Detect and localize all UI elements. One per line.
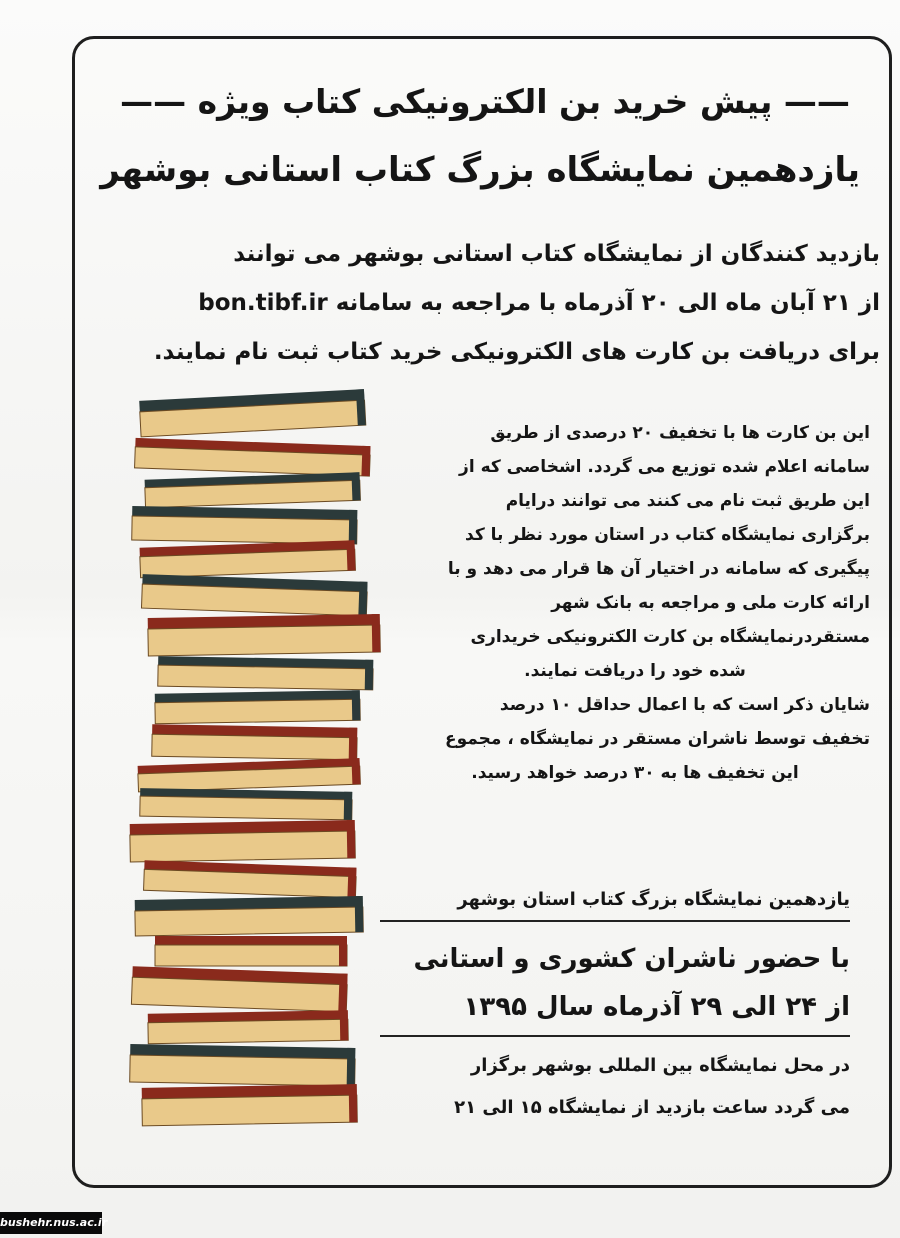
intro-paragraph <box>130 230 880 377</box>
book <box>138 758 361 792</box>
body-line: پیگیری که سامانه در اختیار آن ها قرار می دهد و با <box>447 559 870 579</box>
book <box>140 540 356 577</box>
book <box>139 389 366 437</box>
book <box>130 820 356 862</box>
body-line: برگزاری نمایشگاه کتاب در استان مورد نظر با کد <box>465 525 870 545</box>
intro-line: از ۲۱ آبان ماه الی ۲۰ آذرماه با مراجعه به سامانه bon.tibf.ir <box>198 290 880 316</box>
book <box>141 574 367 616</box>
book <box>142 1084 358 1126</box>
book <box>145 472 361 507</box>
event-publishers-line: با حضور ناشران کشوری و استانی <box>413 944 850 974</box>
body-line: شده خود را دریافت نمایند. <box>524 661 746 681</box>
event-subtitle: یازدهمین نمایشگاه بزرگ کتاب استان بوشهر <box>380 880 850 922</box>
intro-line: برای دریافت بن کارت های الکترونیکی خرید کتاب ثبت نام نمایند. <box>153 339 880 365</box>
body-line: این طریق ثبت نام می کنند می توانند درایام <box>505 491 870 511</box>
book <box>130 1044 356 1086</box>
book <box>135 896 364 936</box>
body-line: تخفیف توسط ناشران مستقر در نمایشگاه ، مجموع <box>445 729 870 749</box>
body-line: این تخفیف ها به ۳۰ درصد خواهد رسید. <box>471 763 799 783</box>
title-line-1: —— پیش خرید بن الکترونیکی کتاب ویژه —— <box>120 82 850 121</box>
intro-line: بازدید کنندگان از نمایشگاه کتاب استانی بوشهر می توانند <box>233 241 880 267</box>
book <box>158 656 373 690</box>
body-line: شایان ذکر است که با اعمال حداقل ۱۰ درصد <box>499 695 870 715</box>
body-line: ارائه کارت ملی و مراجعه به بانک شهر <box>551 593 870 613</box>
event-venue <box>380 1045 850 1129</box>
book <box>131 966 347 1011</box>
book <box>140 788 352 820</box>
title-line-2: یازدهمین نمایشگاه بزرگ کتاب استانی بوشهر <box>100 150 860 190</box>
book-stack-illustration <box>120 380 390 1140</box>
body-line: سامانه اعلام شده توزیع می گردد. اشخاصی که از <box>459 457 870 477</box>
book <box>132 506 358 544</box>
book <box>148 1010 348 1043</box>
book <box>155 936 347 966</box>
event-highlight <box>380 935 850 1037</box>
book <box>155 690 360 724</box>
site-watermark: bushehr.nus.ac.ir <box>0 1212 102 1234</box>
body-paragraph <box>400 416 870 790</box>
event-dates-line: از ۲۴ الی ۲۹ آذرماه سال ۱۳۹۵ <box>463 992 850 1022</box>
body-line: مستقردرنمایشگاه بن کارت الکترونیکی خریداری <box>470 627 870 647</box>
body-line: این بن کارت ها با تخفیف ۲۰ درصدی از طریق <box>490 423 870 443</box>
venue-line: در محل نمایشگاه بین المللی بوشهر برگزار <box>470 1055 850 1076</box>
book <box>135 438 371 476</box>
book <box>144 860 357 897</box>
venue-line: می گردد ساعت بازدید از نمایشگاه ۱۵ الی ۲۱ <box>454 1097 850 1118</box>
book <box>152 724 358 760</box>
book <box>148 614 381 656</box>
